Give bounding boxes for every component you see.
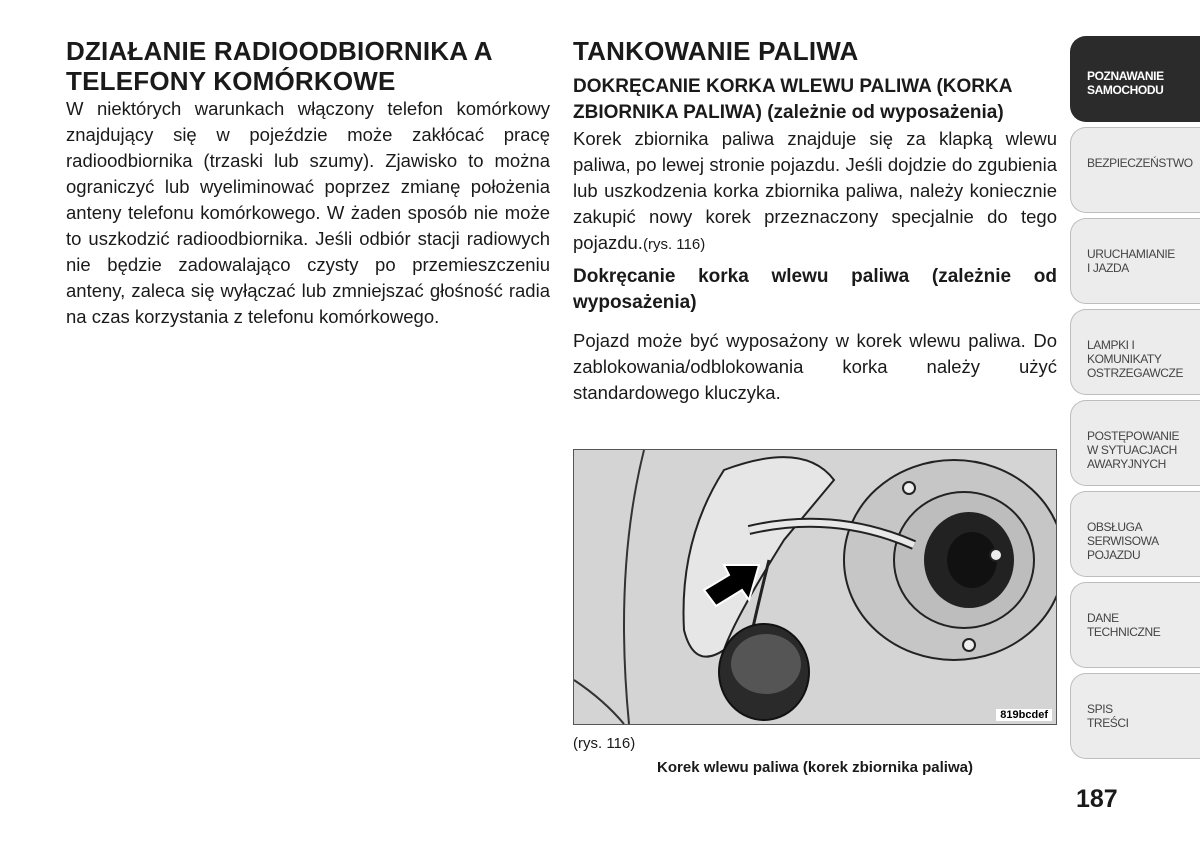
- fuel-cap-illustration: [573, 449, 1057, 725]
- tab-lampki-i-komunikaty[interactable]: LAMPKI I KOMUNIKATY OSTRZEGAWCZE: [1070, 309, 1200, 395]
- page-number: 187: [1076, 785, 1118, 813]
- fuel-cap-drawing: [574, 450, 1056, 724]
- figure-ref-label: (rys. 116): [573, 735, 636, 752]
- tab-obsluga-serwisowa[interactable]: OBSŁUGA SERWISOWA POJAZDU: [1070, 491, 1200, 577]
- right-column: [573, 36, 1057, 406]
- left-column: [66, 36, 550, 330]
- chapter-tabs: [1070, 36, 1200, 764]
- figure-code: 819bcdef: [996, 709, 1052, 721]
- tab-spis-tresci[interactable]: SPIS TREŚCI: [1070, 673, 1200, 759]
- tab-postepowanie-awaryjne[interactable]: POSTĘPOWANIE W SYTUACJACH AWARYJNYCH: [1070, 400, 1200, 486]
- title-line-1: DZIAŁANIE RADIOODBIORNIKA A: [66, 36, 493, 66]
- tightening-paragraph: Pojazd może być wyposażony w korek wlewu paliwa. Do zablokowania/odblokowania korka należy użyć standardowego kluczyka.: [573, 330, 1057, 403]
- fuel-section-title: TANKOWANIE PALIWA: [573, 36, 859, 66]
- tab-dane-techniczne[interactable]: DANE TECHNICZNE: [1070, 582, 1200, 668]
- tab-bezpieczenstwo[interactable]: BEZPIECZEŃSTWO: [1070, 127, 1200, 213]
- fuel-cap-paragraph: [573, 126, 1057, 258]
- title-line-2: TELEFONY KOMÓRKOWE: [66, 66, 396, 96]
- radio-section-title: [66, 36, 550, 96]
- tightening-subheading: Dokręcanie korka wlewu paliwa (zależnie od wyposażenia): [573, 266, 1057, 313]
- tab-poznawanie-samochodu[interactable]: POZNAWANIE SAMOCHODU: [1070, 36, 1200, 122]
- figure-reference: (rys. 116): [642, 236, 706, 253]
- fuel-cap-subtitle: DOKRĘCANIE KORKA WLEWU PALIWA (KORKA ZBIORNIKA PALIWA) (zależnie od wyposażenia): [573, 76, 1012, 123]
- figure-caption: Korek wlewu paliwa (korek zbiornika paliwa): [657, 759, 973, 776]
- tab-uruchamianie-i-jazda[interactable]: URUCHAMIANIE I JAZDA: [1070, 218, 1200, 304]
- paragraph-text: Korek zbiornika paliwa znajduje się za klapką wlewu paliwa, po lewej stronie pojazdu. Jeśli dojdzie do zgubienia lub uszkodzenia korka zbiornika paliwa, należy koniecznie zakupić nowy korek przeznaczony specjalnie do tego pojazdu.: [573, 128, 1057, 253]
- radio-paragraph: W niektórych warunkach włączony telefon komórkowy znajdujący się w pojeździe może zakłócać pracę radioodbiornika (trzaski lub szumy). Zjawisko to można ograniczyć lub wyeliminować poprzez zmianę położenia anteny telefonu komórkowego. W żaden sposób nie może to uszkodzić radioodbiornika. Jeśli odbiór stacji radiowych nie będzie zadowalająco czysty po przemieszczeniu anteny, zaleca się wyłączać lub zmniejszać głośność radia na czas korzystania z telefonu komórkowego.: [66, 98, 550, 327]
